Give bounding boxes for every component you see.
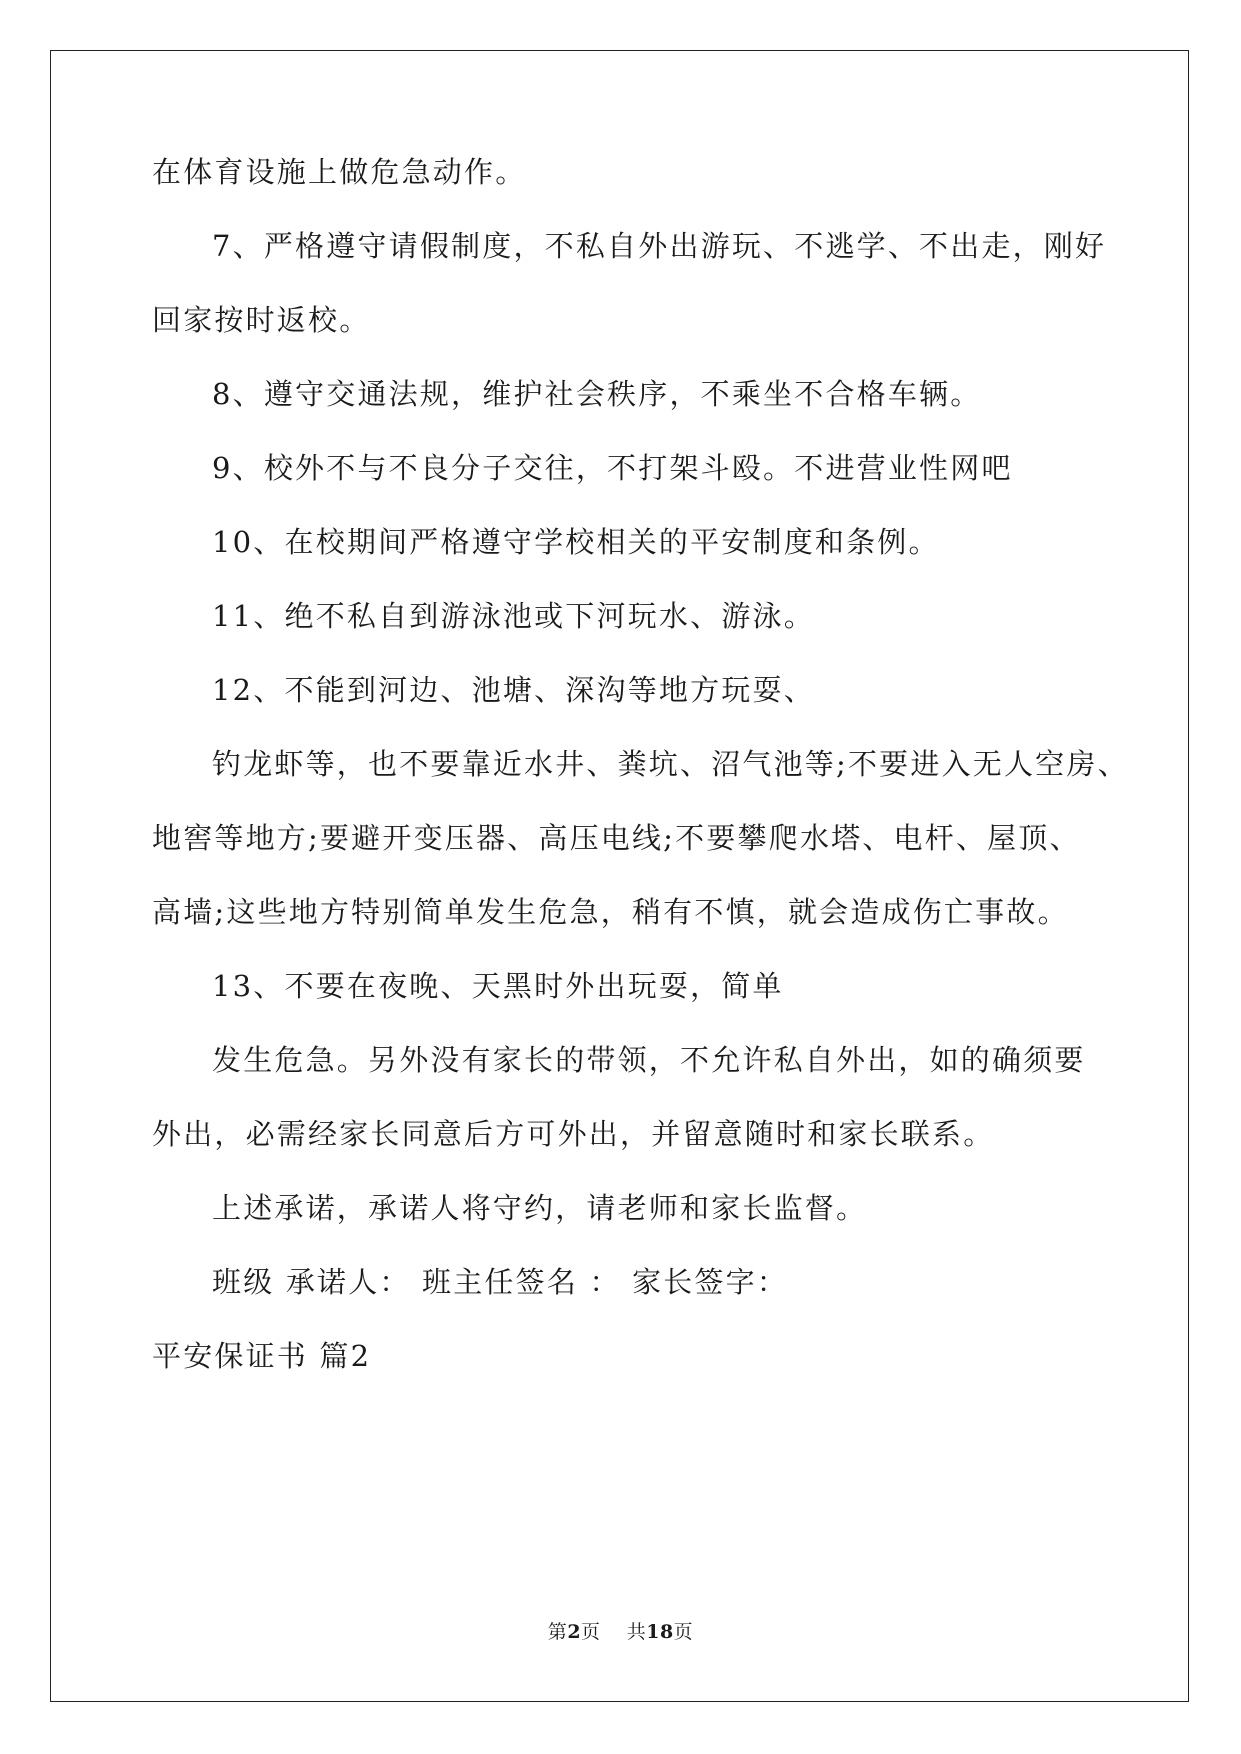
- text-line: 10、在校期间严格遵守学校相关的平安制度和条例。: [212, 525, 940, 559]
- page-footer: [0, 1620, 1241, 1644]
- text-line: 地窖等地方;要避开变压器、高压电线;不要攀爬水塔、电杆、屋顶、: [152, 821, 1081, 855]
- text-line: 9、校外不与不良分子交往，不打架斗殴。不进营业性网吧: [212, 451, 1013, 485]
- text-line: 12、不能到河边、池塘、深沟等地方玩耍、: [212, 673, 815, 707]
- text-line: 回家按时返校。: [152, 303, 371, 337]
- text-line: 外出，必需经家长同意后方可外出，并留意随时和家长联系。: [152, 1117, 995, 1151]
- page-border: [50, 50, 1189, 1702]
- section-heading: 平安保证书 篇2: [152, 1339, 372, 1373]
- text-line: 7、严格遵守请假制度，不私自外出游玩、不逃学、不出走，刚好: [212, 229, 1107, 263]
- footer-total-pages: 18: [646, 1621, 674, 1643]
- text-line: 13、不要在夜晚、天黑时外出玩耍，简单: [212, 969, 784, 1003]
- text-line: 高墙;这些地方特别简单发生危急，稍有不慎，就会造成伤亡事故。: [152, 895, 1069, 929]
- text-line: 在体育设施上做危急动作。: [152, 155, 527, 189]
- footer-middle: 页 共: [581, 1621, 647, 1643]
- text-line: 8、遵守交通法规，维护社会秩序，不乘坐不合格车辆。: [212, 377, 982, 411]
- text-line: 钓龙虾等，也不要靠近水井、粪坑、沼气池等;不要进入无人空房、: [212, 747, 1129, 781]
- text-line: 发生危急。另外没有家长的带领，不允许私自外出，如的确须要: [212, 1043, 1086, 1077]
- text-line: 上述承诺，承诺人将守约，请老师和家长监督。: [212, 1191, 868, 1225]
- signature-line: 班级 承诺人： 班主任签名 ： 家长签字：: [212, 1265, 789, 1299]
- footer-page-number: 2: [567, 1621, 582, 1643]
- footer-prefix: 第: [547, 1621, 568, 1643]
- footer-suffix: 页: [673, 1621, 694, 1643]
- text-line: 11、绝不私自到游泳池或下河玩水、游泳。: [212, 599, 815, 633]
